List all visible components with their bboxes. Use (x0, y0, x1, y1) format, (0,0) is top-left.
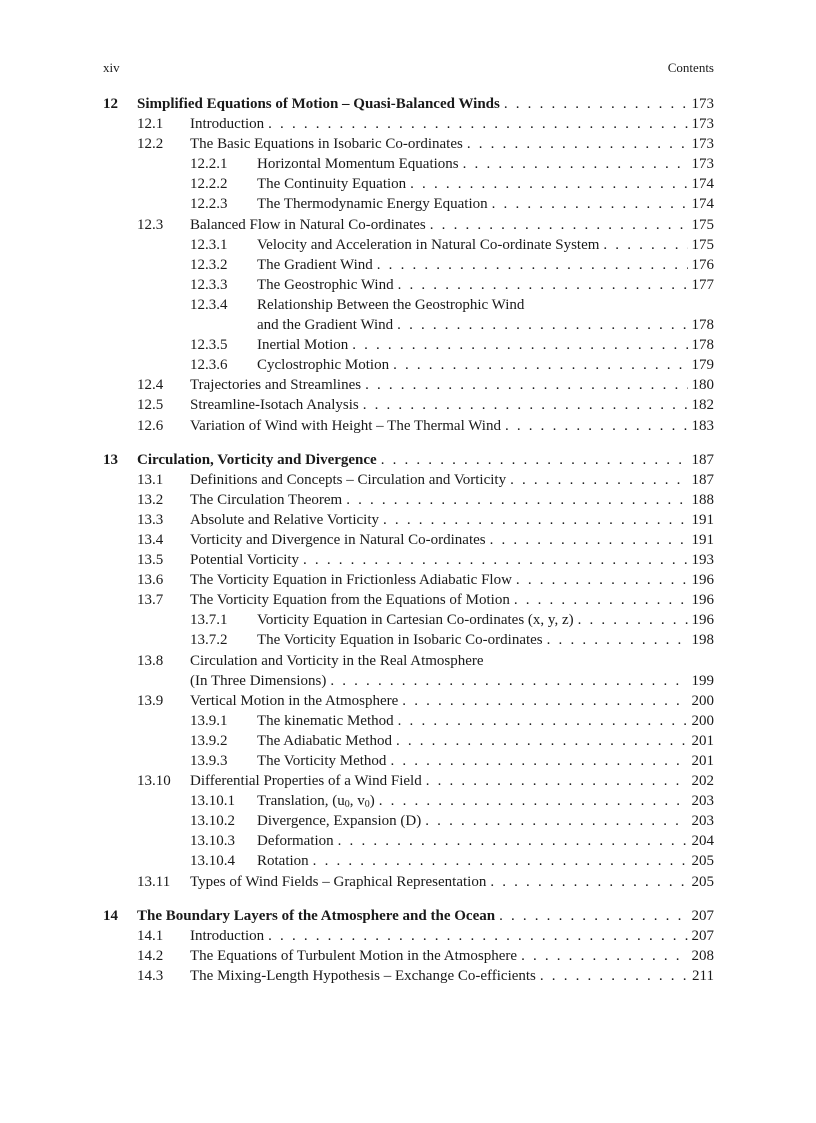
section-number: 12.3.1 (190, 236, 228, 253)
page-ref: 174 (691, 176, 714, 193)
chapter-entry[interactable] (103, 906, 714, 926)
page-ref: 203 (691, 793, 714, 810)
dot-leader (516, 570, 688, 590)
table-of-contents (103, 94, 714, 1000)
chapter-number: 12 (103, 96, 118, 112)
section-number: 13.10.2 (190, 813, 235, 830)
toc-entry[interactable] (103, 831, 714, 851)
section-number: 13.5 (137, 552, 164, 569)
section-number: 13.4 (137, 531, 164, 548)
section-number: 12.3.6 (190, 357, 228, 374)
section-title: Vorticity and Divergence in Natural Co-ordinates (190, 531, 486, 548)
toc-entry[interactable] (103, 134, 714, 154)
dot-leader (396, 731, 688, 751)
chapter-title: Circulation, Vorticity and Divergence (137, 451, 377, 468)
section-number: 12.2 (137, 136, 164, 153)
dot-leader (499, 906, 687, 926)
page-ref: 205 (691, 873, 714, 890)
dot-leader (398, 711, 688, 731)
section-number: 13.10.4 (190, 853, 235, 870)
section-title: Introduction (190, 116, 265, 133)
toc-entry[interactable] (103, 926, 714, 946)
page-ref: 196 (691, 592, 714, 609)
chapter-entry[interactable] (103, 94, 714, 114)
toc-entry[interactable] (103, 550, 714, 570)
toc-entry[interactable] (103, 966, 714, 986)
section-number: 13.3 (137, 511, 164, 528)
dot-leader (490, 872, 687, 892)
section-number: 13.9.1 (190, 712, 228, 729)
page-ref: 173 (691, 156, 714, 173)
section-title: The Continuity Equation (257, 176, 407, 193)
page-ref: 177 (691, 276, 714, 293)
dot-leader (463, 154, 688, 174)
section-title: Horizontal Momentum Equations (257, 156, 459, 173)
dot-leader (504, 94, 688, 114)
section-title: Vertical Motion in the Atmosphere (190, 692, 399, 709)
section-title: Types of Wind Fields – Graphical Representation (190, 873, 487, 890)
page-ref: 187 (691, 471, 714, 488)
page-ref: 200 (691, 712, 714, 729)
dot-leader (352, 335, 687, 355)
dot-leader (397, 315, 687, 335)
dot-leader (505, 416, 688, 436)
page-ref: 173 (691, 136, 714, 153)
page-ref: 180 (691, 377, 714, 394)
section-number: 12.2.1 (190, 156, 228, 173)
toc-entry[interactable] (103, 315, 714, 335)
section-title: Balanced Flow in Natural Co-ordinates (190, 216, 426, 233)
section-number: 13.7.2 (190, 632, 228, 649)
page-ref: 202 (691, 773, 714, 790)
dot-leader (379, 791, 688, 811)
toc-entry[interactable] (103, 355, 714, 375)
page-ref: 196 (691, 572, 714, 589)
toc-entry[interactable] (103, 275, 714, 295)
section-number: 13.6 (137, 572, 164, 589)
section-title: The Vorticity Method (257, 753, 387, 769)
dot-leader (383, 510, 687, 530)
dot-leader (467, 134, 688, 154)
dot-leader (492, 194, 688, 214)
section-title: Translation, ($u_0$, $v_0$) (257, 793, 375, 811)
section-number: 12.5 (137, 397, 164, 414)
section-title: Relationship Between the Geostrophic Wind (257, 296, 525, 313)
section-title: The Basic Equations in Isobaric Co-ordinates (190, 136, 463, 153)
page-ref: 173 (691, 116, 714, 133)
section-number: 14.1 (137, 927, 164, 944)
page-ref: 178 (691, 317, 714, 334)
page-ref: 207 (691, 907, 714, 924)
section-title: The Gradient Wind (257, 256, 373, 273)
page-ref: 207 (691, 927, 714, 944)
section-title: Variation of Wind with Height – The Thermal Wind (190, 417, 501, 434)
page-header (103, 60, 714, 78)
toc-entry[interactable] (103, 395, 714, 415)
dot-leader (398, 275, 688, 295)
dot-leader (346, 490, 687, 510)
dot-leader (578, 610, 688, 630)
dot-leader (514, 590, 688, 610)
section-number: 14.2 (137, 947, 164, 964)
page-ref: 193 (691, 552, 714, 569)
chapter-block (103, 906, 714, 986)
toc-entry[interactable] (103, 731, 714, 751)
section-title: Streamline-Isotach Analysis (190, 397, 359, 414)
dot-leader (521, 946, 687, 966)
toc-entry[interactable] (103, 114, 714, 134)
page-ref: 175 (691, 216, 714, 233)
section-title: Divergence, Expansion (D) (257, 813, 422, 830)
chapter-block (103, 450, 714, 892)
section-title: Potential Vorticity (190, 552, 300, 569)
dot-leader (268, 114, 687, 134)
section-number: 13.10.1 (190, 793, 235, 810)
page-ref: 196 (691, 612, 714, 629)
page-ref: 176 (691, 256, 714, 273)
dot-leader (338, 831, 688, 851)
toc-entry[interactable] (103, 416, 714, 436)
section-number: 12.2.3 (190, 196, 228, 213)
toc-entry[interactable] (103, 851, 714, 871)
page-ref: 191 (691, 531, 714, 548)
page-ref: 203 (691, 813, 714, 830)
dot-leader (540, 966, 688, 986)
section-title: (In Three Dimensions) (190, 672, 327, 689)
section-number: 13.8 (137, 652, 164, 669)
dot-leader (377, 255, 688, 275)
dot-leader (510, 470, 687, 490)
page-ref: 208 (691, 947, 714, 964)
dot-leader (425, 811, 687, 831)
page-ref: 205 (691, 853, 714, 870)
page-ref: 201 (691, 753, 714, 769)
toc-entry[interactable] (103, 771, 714, 791)
section-title: The kinematic Method (257, 712, 394, 729)
page-ref: 175 (691, 236, 714, 253)
toc-entry[interactable] (103, 490, 714, 510)
dot-leader (547, 630, 688, 650)
section-number: 13.10 (137, 773, 171, 790)
chapter-title: Simplified Equations of Motion – Quasi-Balanced Winds (137, 96, 500, 112)
toc-entry[interactable] (103, 235, 714, 255)
page-ref: 199 (691, 672, 714, 689)
toc-entry[interactable] (103, 671, 714, 691)
section-number: 12.3.4 (190, 296, 228, 313)
section-number: 12.6 (137, 417, 164, 434)
section-title: Trajectories and Streamlines (190, 377, 362, 394)
toc-entry[interactable] (103, 255, 714, 275)
dot-leader (402, 691, 687, 711)
toc-entry[interactable] (103, 194, 714, 214)
toc-entry[interactable] (103, 470, 714, 490)
section-title: Definitions and Concepts – Circulation and Vorticity (190, 471, 507, 488)
toc-entry[interactable] (103, 872, 714, 892)
section-title: and the Gradient Wind (257, 317, 394, 334)
page-ref: 198 (691, 632, 714, 649)
section-number: 13.11 (137, 873, 171, 890)
toc-entry[interactable] (103, 174, 714, 194)
page-ref: 200 (691, 692, 714, 709)
section-title: Cyclostrophic Motion (257, 357, 390, 374)
page-ref: 183 (691, 417, 714, 434)
toc-entry[interactable] (103, 691, 714, 711)
running-title: Contents (667, 60, 714, 75)
section-number: 12.4 (137, 377, 164, 394)
section-number: 13.9.3 (190, 753, 228, 769)
section-number: 12.3.2 (190, 256, 228, 273)
section-title: Velocity and Acceleration in Natural Co-ordinate System (257, 236, 600, 253)
page-ref: 201 (691, 732, 714, 749)
toc-entry[interactable] (103, 335, 714, 355)
page-ref: 188 (691, 491, 714, 508)
section-number: 13.2 (137, 491, 164, 508)
page-ref: 187 (691, 451, 714, 468)
toc-entry[interactable] (103, 791, 714, 811)
toc-entry[interactable] (103, 295, 714, 315)
dot-leader (363, 395, 688, 415)
dot-leader (268, 926, 687, 946)
section-title: Inertial Motion (257, 337, 349, 354)
section-title: The Circulation Theorem (190, 491, 343, 508)
section-number: 13.1 (137, 471, 164, 488)
chapter-title: The Boundary Layers of the Atmosphere and the Ocean (137, 907, 496, 924)
section-title: Rotation (257, 853, 309, 870)
section-title: The Equations of Turbulent Motion in the Atmosphere (190, 947, 518, 964)
section-title: The Geostrophic Wind (257, 276, 394, 293)
section-number: 13.9 (137, 692, 164, 709)
page-ref: 191 (691, 511, 714, 528)
chapter-number: 14 (103, 907, 118, 924)
dot-leader (410, 174, 687, 194)
section-title: Differential Properties of a Wind Field (190, 773, 422, 790)
dot-leader (490, 530, 688, 550)
section-number: 13.10.3 (190, 833, 235, 850)
section-number: 12.3.3 (190, 276, 228, 293)
toc-entry[interactable] (103, 946, 714, 966)
section-title: The Vorticity Equation in Isobaric Co-ordinates (257, 632, 543, 649)
dot-leader (381, 450, 688, 470)
section-number: 12.3 (137, 216, 164, 233)
section-number: 13.9.2 (190, 732, 228, 749)
toc-entry[interactable] (103, 510, 714, 530)
section-title: Circulation and Vorticity in the Real Atmosphere (190, 652, 484, 669)
toc-entry[interactable] (103, 630, 714, 650)
toc-entry[interactable] (103, 811, 714, 831)
dot-leader (393, 355, 687, 375)
page-number: xiv (103, 60, 120, 75)
section-title: The Thermodynamic Energy Equation (257, 196, 488, 213)
dot-leader (365, 375, 687, 395)
toc-entry[interactable] (103, 610, 714, 630)
section-title: Vorticity Equation in Cartesian Co-ordinates (x, y, z) (257, 612, 574, 629)
section-title: Deformation (257, 833, 334, 850)
page-ref: 182 (691, 397, 714, 414)
dot-leader (330, 671, 687, 691)
section-title: The Adiabatic Method (257, 732, 392, 749)
toc-entry[interactable] (103, 590, 714, 610)
page-ref: 204 (691, 833, 714, 850)
toc-entry[interactable] (103, 215, 714, 235)
section-number: 13.7 (137, 592, 164, 609)
section-title: The Vorticity Equation in Frictionless Adiabatic Flow (190, 572, 512, 589)
toc-entry[interactable] (103, 711, 714, 731)
page-ref: 178 (691, 337, 714, 354)
toc-entry[interactable] (103, 375, 714, 395)
toc-entry[interactable] (103, 154, 714, 174)
section-number: 13.7.1 (190, 612, 228, 629)
chapter-number: 13 (103, 451, 118, 468)
toc-entry[interactable] (103, 570, 714, 590)
page-ref: 179 (691, 357, 714, 374)
section-number: 12.1 (137, 116, 164, 133)
section-number: 14.3 (137, 967, 164, 984)
section-title: The Mixing-Length Hypothesis – Exchange Co-efficients (190, 967, 536, 984)
toc-entry[interactable] (103, 651, 714, 671)
section-number: 12.2.2 (190, 176, 228, 193)
section-title: Introduction (190, 927, 265, 944)
chapter-block (103, 94, 714, 436)
dot-leader (390, 751, 687, 771)
dot-leader (603, 235, 687, 255)
dot-leader (426, 771, 688, 791)
dot-leader (303, 550, 687, 570)
page-ref: 173 (691, 96, 714, 112)
toc-entry[interactable] (103, 751, 714, 771)
section-title: Absolute and Relative Vorticity (190, 511, 380, 528)
toc-entry[interactable] (103, 530, 714, 550)
dot-leader (313, 851, 688, 871)
section-title: The Vorticity Equation from the Equations of Motion (190, 592, 510, 609)
dot-leader (430, 215, 688, 235)
page-ref: 211 (692, 967, 714, 984)
section-number: 12.3.5 (190, 337, 228, 354)
page-ref: 174 (691, 196, 714, 213)
chapter-entry[interactable] (103, 450, 714, 470)
